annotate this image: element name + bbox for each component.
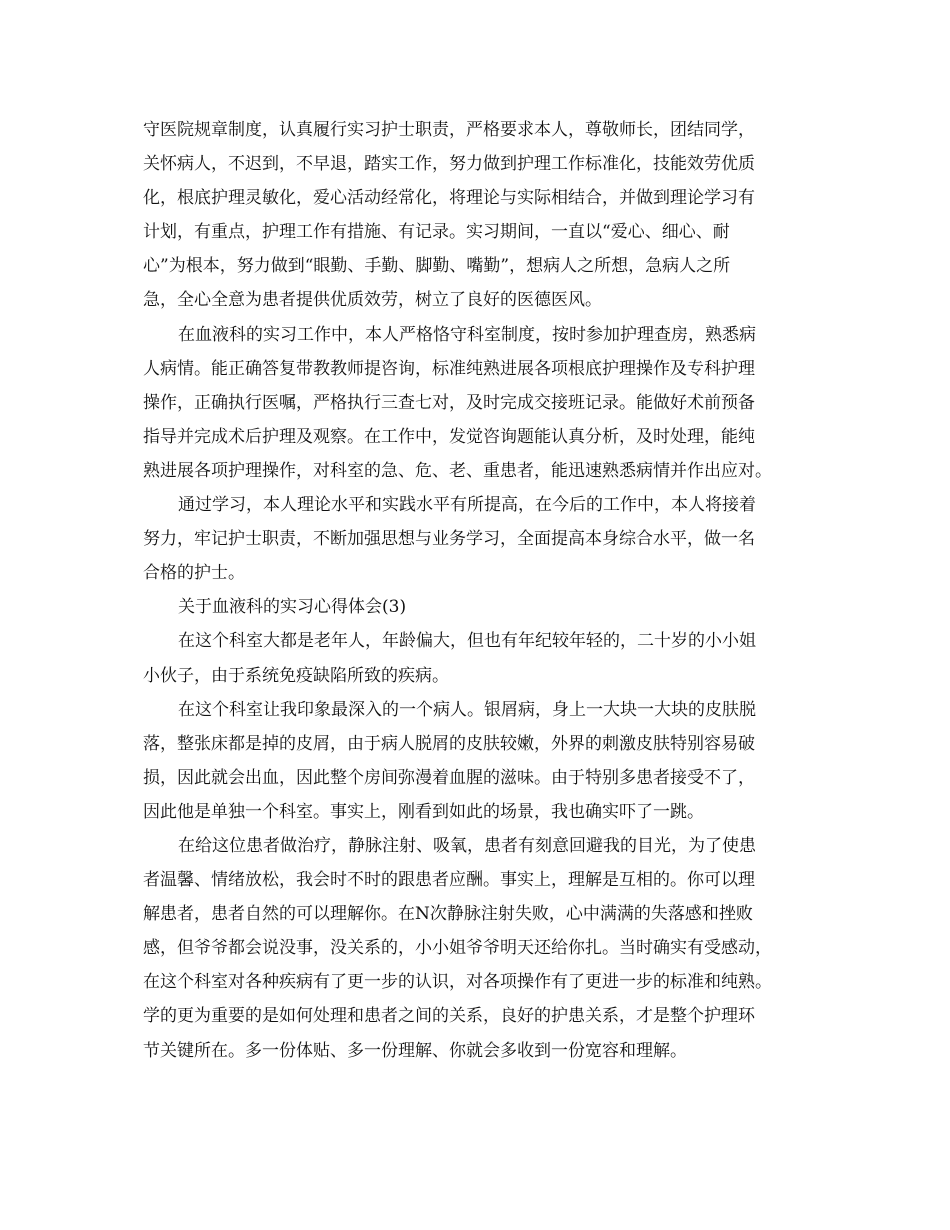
text-line: 在这个科室对各种疾病有了更一步的认识，对各项操作有了更进一步的标准和纯熟。 bbox=[143, 972, 772, 993]
text-line: 在血液科的实习工作中，本人严格恪守科室制度，按时参加护理查房，熟悉病 bbox=[178, 324, 756, 345]
text-line: 通过学习，本人理论水平和实践水平有所提高，在今后的工作中，本人将接着 bbox=[178, 495, 756, 516]
text-line: 在给这位患者做治疗，静脉注射、吸氧，患者有刻意回避我的目光，为了使患 bbox=[178, 835, 756, 856]
text-line: 人病情。能正确答复带教教师提咨询，标准纯熟进展各项根底护理操作及专科护理 bbox=[143, 358, 755, 379]
text-line: 学的更为重要的是如何处理和患者之间的关系，良好的护患关系，才是整个护理环 bbox=[143, 1006, 755, 1027]
text-line: 指导并完成术后护理及观察。在工作中，发觉咨询题能认真分析，及时处理，能纯 bbox=[143, 426, 755, 447]
text-line: 操作，正确执行医嘱，严格执行三查七对，及时完成交接班记录。能做好术前预备 bbox=[143, 392, 755, 413]
text-line: 者温馨、情绪放松，我会时不时的跟患者应酬。事实上，理解是互相的。你可以理 bbox=[143, 870, 755, 891]
text-line: 努力，牢记护士职责，不断加强思想与业务学习，全面提高本身综合水平，做一名 bbox=[143, 529, 755, 550]
text-line: 损，因此就会出血，因此整个房间弥漫着血腥的滋味。由于特别多患者接受不了， bbox=[143, 767, 755, 788]
text-line: 守医院规章制度，认真履行实习护士职责，严格要求本人，尊敬师长，团结同学， bbox=[143, 120, 755, 140]
text-line: 落，整张床都是掉的皮屑，由于病人脱屑的皮肤较嫩，外界的刺激皮肤特别容易破 bbox=[143, 733, 755, 754]
text-line: 熟进展各项护理操作，对科室的急、危、老、重患者，能迅速熟悉病情并作出应对。 bbox=[143, 460, 772, 481]
text-line: 心”为根本，努力做到“眼勤、手勤、脚勤、嘴勤”，想病人之所想，急病人之所 bbox=[143, 256, 731, 277]
text-line: 计划，有重点，护理工作有措施、有记录。实习期间，一直以“爱心、细心、耐 bbox=[143, 222, 730, 243]
text-line: 节关键所在。多一份体贴、多一份理解、你就会多收到一份宽容和理解。 bbox=[143, 1040, 687, 1061]
text-line: 关于血液科的实习心得体会(3) bbox=[178, 597, 407, 618]
document-body bbox=[143, 113, 833, 1068]
text-line: 解患者，患者自然的可以理解你。在N次静脉注射失败，心中满满的失落感和挫败 bbox=[143, 904, 753, 925]
text-line: 化，根底护理灵敏化，爱心活动经常化，将理论与实际相结合，并做到理论学习有 bbox=[143, 188, 755, 209]
text-line: 小伙子，由于系统免疫缺陷所致的疾病。 bbox=[143, 665, 449, 686]
text-line: 在这个科室大都是老年人，年龄偏大，但也有年纪较年轻的，二十岁的小小姐 bbox=[178, 631, 756, 652]
text-line: 急，全心全意为患者提供优质效劳，树立了良好的医德医风。 bbox=[143, 290, 602, 311]
text-line: 在这个科室让我印象最深入的一个病人。银屑病，身上一大块一大块的皮肤脱 bbox=[178, 699, 756, 720]
text-line: 感，但爷爷都会说没事，没关系的，小小姐爷爷明天还给你扎。当时确实有受感动， bbox=[143, 938, 772, 959]
text-line: 合格的护士。 bbox=[143, 563, 245, 584]
text-line: 因此他是单独一个科室。事实上，刚看到如此的场景，我也确实吓了一跳。 bbox=[143, 801, 704, 822]
text-line: 关怀病人，不迟到，不早退，踏实工作，努力做到护理工作标准化，技能效劳优质 bbox=[143, 154, 755, 175]
